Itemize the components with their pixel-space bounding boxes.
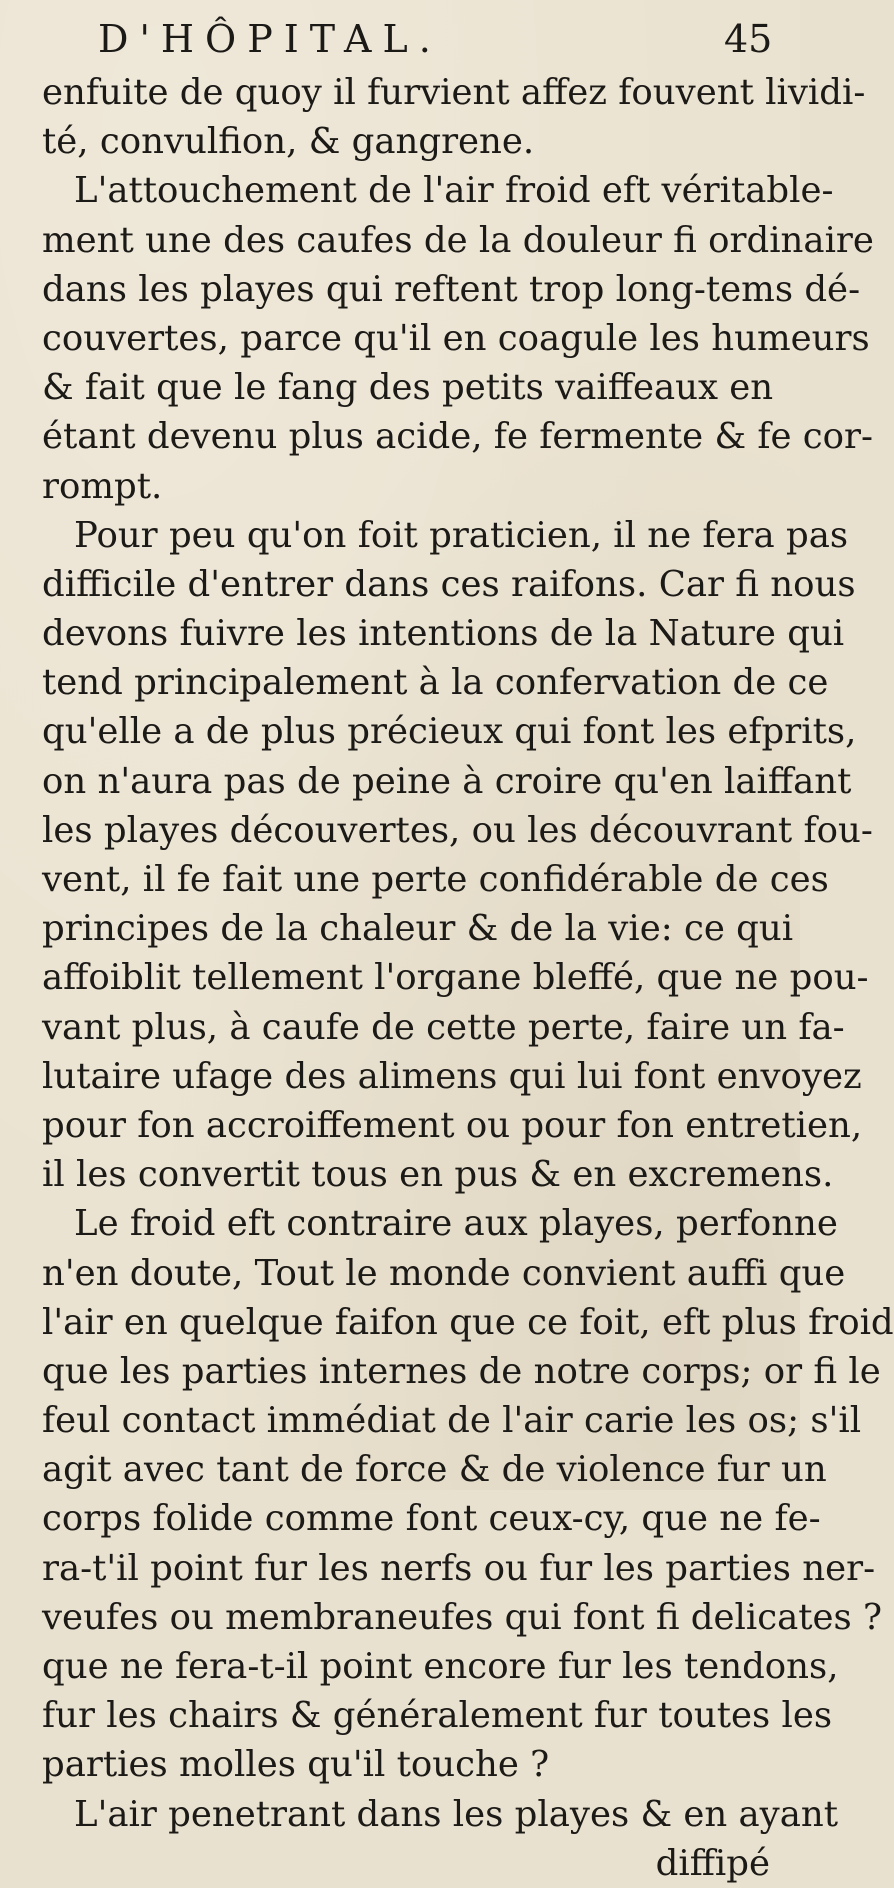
text-line: & fait que le fang des petits vaiffeaux en bbox=[42, 367, 774, 409]
text-line: l'air en quelque faifon que ce foit, eft plus froid bbox=[42, 1301, 894, 1343]
text-line: corps folide comme font ceux-cy, que ne fe- bbox=[42, 1498, 821, 1540]
text-line: qu'elle a de plus précieux qui font les efprits, bbox=[42, 711, 857, 753]
text-line: enfuite de quoy il furvient affez fouvent lividi- bbox=[42, 72, 866, 113]
text-line: étant devenu plus acide, fe fermente & fe cor- bbox=[42, 416, 873, 458]
text-line: tend principalement à la confervation de ce bbox=[42, 662, 829, 704]
text-line: parties molles qu'il touche ? bbox=[42, 1744, 550, 1786]
text-line: rompt. bbox=[42, 465, 163, 507]
catchword: diffipé bbox=[655, 1842, 770, 1884]
text-line: affoiblit tellement l'organe bleffé, que ne pou- bbox=[42, 957, 869, 999]
page-number: 45 bbox=[724, 17, 773, 61]
text-line: que les parties internes de notre corps; or fi le bbox=[42, 1350, 881, 1392]
text-line: agit avec tant de force & de violence fur un bbox=[42, 1449, 827, 1491]
text-line: L'air penetrant dans les playes & en ayant bbox=[74, 1793, 839, 1835]
text-line: ra-t'il point fur les nerfs ou fur les parties ner- bbox=[42, 1547, 876, 1589]
text-line: Pour peu qu'on foit praticien, il ne fera pas bbox=[74, 514, 849, 556]
text-line: ment une des caufes de la douleur fi ordinaire bbox=[42, 219, 874, 261]
body-text bbox=[42, 68, 894, 1888]
text-line: les playes découvertes, ou les découvrant fou- bbox=[42, 809, 873, 851]
text-line: vant plus, à caufe de cette perte, faire un fa- bbox=[42, 1006, 845, 1048]
page-header bbox=[0, 12, 800, 68]
text-line: Le froid eft contraire aux playes, perfonne bbox=[74, 1203, 838, 1245]
text-line: n'en doute, Tout le monde convient auffi que bbox=[42, 1252, 846, 1294]
text-line: L'attouchement de l'air froid eft véritable- bbox=[74, 170, 834, 212]
text-line: té, convulfion, & gangrene. bbox=[42, 121, 535, 163]
text-line: couvertes, parce qu'il en coagule les humeurs bbox=[42, 317, 870, 359]
text-line: devons fuivre les intentions de la Nature qui bbox=[42, 613, 845, 655]
text-line: vent, il fe fait une perte confidérable de ces bbox=[42, 859, 829, 900]
running-head: D'HÔPITAL. bbox=[98, 17, 442, 61]
text-line: principes de la chaleur & de la vie: ce qui bbox=[42, 908, 794, 950]
text-line: dans les playes qui reftent trop long-tems dé- bbox=[42, 268, 861, 310]
text-line: difficile d'entrer dans ces raifons. Car fi nous bbox=[42, 563, 856, 605]
text-line: on n'aura pas de peine à croire qu'en laiffant bbox=[42, 760, 852, 802]
text-line: fur les chairs & généralement fur toutes les bbox=[42, 1695, 833, 1737]
text-line: que ne fera-t-il point encore fur les tendons, bbox=[42, 1646, 839, 1687]
text-line: feul contact immédiat de l'air carie les os; s'il bbox=[42, 1400, 862, 1442]
text-line: lutaire ufage des alimens qui lui font envoyez bbox=[42, 1055, 862, 1097]
text-line: pour fon accroiffement ou pour fon entretien, bbox=[42, 1104, 863, 1146]
text-line: il les convertit tous en pus & en excremens. bbox=[42, 1154, 834, 1196]
text-line: veufes ou membraneufes qui font fi delicates ? bbox=[42, 1596, 883, 1638]
